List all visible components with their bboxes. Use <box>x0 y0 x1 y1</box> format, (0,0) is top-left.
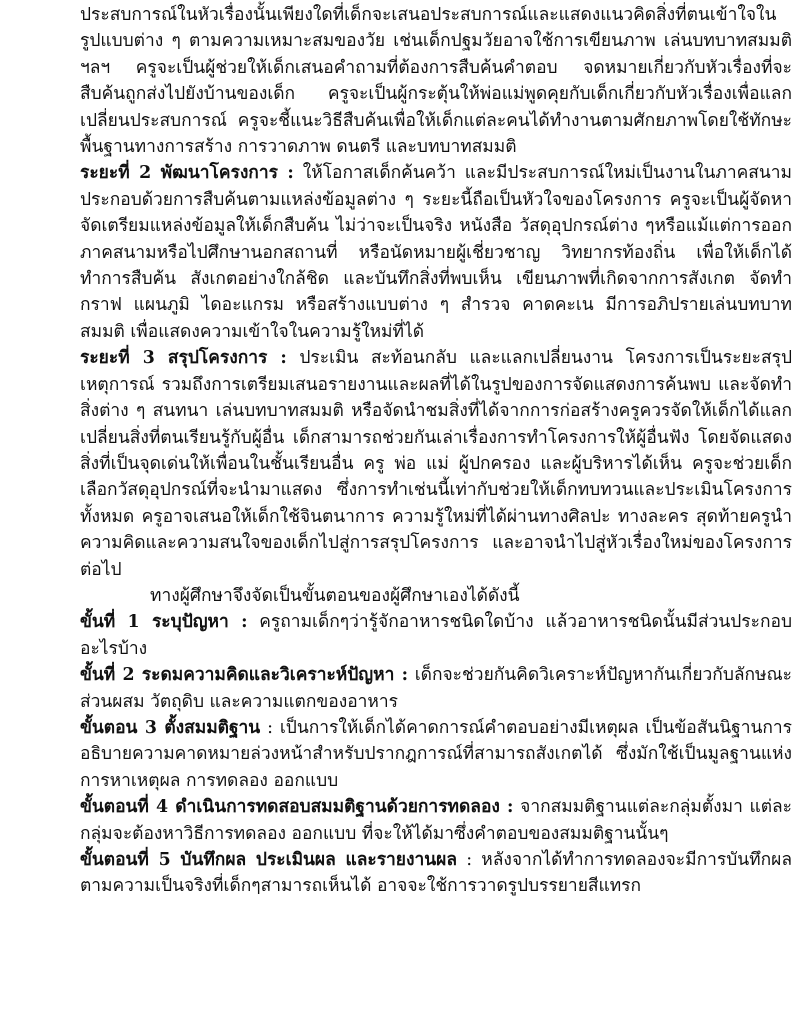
steps-intro-paragraph <box>80 583 792 609</box>
step-4-heading: ขั้นตอนที่ 4 ดำเนินการทดสอบสมมติฐานด้วยการทดลอง : <box>80 797 514 818</box>
step-4-text: จากสมมติฐานแต่ละกลุ่มตั้งมา แต่ละกลุ่มจะต้องหาวิธีการทดลอง ออกแบบ ที่จะให้ได้มาซึ่งคำตอบของสมมติฐานนั้นๆ <box>80 797 792 844</box>
step-5-text: : หลังจากได้ทำการทดลองจะมีการบันทึกผลตามความเป็นจริงที่เด็กๆสามารถเห็นได้ อาจจะใช้การวาดรูปบรรยายสีแทรก <box>80 850 793 897</box>
step-3-text: : เป็นการให้เด็กได้คาดการณ์คำตอบอย่างมีเหตุผล เป็นข้อสันนิฐานการอธิบายความคาดหมายล่วงหน้าสำหรับปรากฎการณ์ที่สามารถสังเกตได้ ซึ่งมักใช้เป็นมูลฐานแห่งการหาเหตุผล การทดลอง ออกแบบ <box>80 717 793 791</box>
paragraph-text: ประสบการณ์ในหัวเรื่องนั้นเพียงใดที่เด็กจะเสนอประสบการณ์และแสดงแนวคิดสิ่งที่ตนเข้าใจในรูปแบบต่าง ๆ ตามความเหมาะสมของวัย เช่นเด็กปฐมวัยอาจใช้การเขียนภาพ เล่นบทบาทสมมติ ฯลฯ ครูจะเป็นผู้ช่วยให้เด็กเสนอคำถามที่ต้องการสืบค้นคำตอบ จดหมายเกี่ยวกับหัวเรื่องที่จะสืบค้นถูกส่งไปยังบ้านของเด็ก ครูจะเป็นผู้กระตุ้นให้พ่อแม่พูดคุยกับเด็กเกี่ยวกับหัวเรื่องเพื่อแลกเปลี่ยนประสบการณ์ ครูจะชี้แนะวิธีสืบค้นเพื่อให้เด็กแต่ละคนได้ทำงานตามศักยภาพโดยใช้ทักษะพื้นฐานทางการสร้าง การวาดภาพ ดนตรี และบทบาทสมมติ <box>80 5 792 158</box>
phase-3-heading: ระยะที่ 3 สรุปโครงการ : <box>80 348 287 369</box>
steps-intro-text: ทางผู้ศึกษาจึงจัดเป็นขั้นตอนของผู้ศึกษาเองได้ดังนี้ <box>150 585 520 606</box>
phase-2-text: ให้โอกาสเด็กค้นคว้า และมีประสบการณ์ใหม่เป็นงานในภาคสนาม ประกอบด้วยการสืบค้นตามแหล่งข้อมูลต่าง ๆ ระยะนี้ถือเป็นหัวใจของโครงการ ครูจะเป็นผู้จัดหา จัดเตรียมแหล่งข้อมูลให้เด็กสืบค้น ไม่ว่าจะเป็นจริง หนังสือ วัสดุอุปกรณ์ต่าง ๆหรือแม้แต่การออกภาคสนามหรือไปศึกษานอกสถานที่ หรือนัดหมายผู้เชี่ยวชาญ วิทยากรท้องถิ่น เพื่อให้เด็กได้ทำการสืบค้น สังเกตอย่างใกล้ชิด และบันทึกสิ่งที่พบเห็น เขียนภาพที่เกิดจากการสังเกต จัดทำกราฟ แผนภูมิ ไดอะแกรม หรือสร้างแบบต่าง ๆ สำรวจ คาดคะเน มีการอภิปรายเล่นบทบาทสมมติ เพื่อแสดงความเข้าใจในความรู้ใหม่ที่ได้ <box>80 163 792 342</box>
step-2-text: เด็กจะช่วยกันคิดวิเคราะห์ปัญหากันเกี่ยวกับลักษณะส่วนผสม วัตถุดิบ และความแตกของอาหาร <box>80 665 792 712</box>
step-2-paragraph <box>80 662 792 715</box>
phase-3-paragraph <box>80 345 792 583</box>
step-3-paragraph <box>80 715 792 794</box>
phase-3-text: ประเมิน สะท้อนกลับ และแลกเปลี่ยนงาน โครงการเป็นระยะสรุปเหตุการณ์ รวมถึงการเตรียมเสนอรายงานและผลที่ได้ในรูปของการจัดแสดงการค้นพบ และจัดทำสิ่งต่าง ๆ สนทนา เล่นบทบาทสมมติ หรือจัดนำชมสิ่งที่ได้จากการก่อสร้างครูควรจัดให้เด็กได้แลกเปลี่ยนสิ่งที่ตนเรียนรู้กับผู้อื่น เด็กสามารถช่วยกันเล่าเรื่องการทำโครงการให้ผู้อื่นฟัง โดยจัดแสดงสิ่งที่เป็นจุดเด่นให้เพื่อนในชั้นเรียนอื่น ครู พ่อ แม่ ผู้ปกครอง และผู้บริหารได้เห็น ครูจะช่วยเด็กเลือกวัสดุอุปกรณ์ที่จะนำมาแสดง ซึ่งการทำเช่นนี้เท่ากับช่วยให้เด็กทบทวนและประเมินโครงการทั้งหมด ครูอาจเสนอให้เด็กใช้จินตนาการ ความรู้ใหม่ที่ได้ผ่านทางศิลปะ ทางละคร สุดท้ายครูนำความคิดและความสนใจของเด็กไปสู่การสรุปโครงการ และอาจนำไปสู่หัวเรื่องใหม่ของโครงการต่อไป <box>80 348 792 580</box>
step-1-heading: ขั้นที่ 1 ระบุปัญหา : <box>80 612 248 633</box>
step-5-paragraph <box>80 847 792 900</box>
step-5-heading: ขั้นตอนที่ 5 บันทึกผล ประเมินผล และรายงานผล <box>80 850 457 870</box>
phase-2-heading: ระยะที่ 2 พัฒนาโครงการ : <box>80 163 294 184</box>
step-2-heading: ขั้นที่ 2 ระดมความคิดและวิเคราะห์ปัญหา : <box>80 665 408 686</box>
step-1-paragraph <box>80 609 792 662</box>
intro-paragraph <box>80 2 792 160</box>
step-3-heading: ขั้นตอน 3 ตั้งสมมติฐาน <box>80 717 261 738</box>
step-1-text: ครูถามเด็กๆว่ารู้จักอาหารชนิดใดบ้าง แล้วอาหารชนิดนั้นมีส่วนประกอบอะไรบ้าง <box>80 612 793 659</box>
step-4-paragraph <box>80 794 792 847</box>
phase-2-paragraph <box>80 160 792 345</box>
